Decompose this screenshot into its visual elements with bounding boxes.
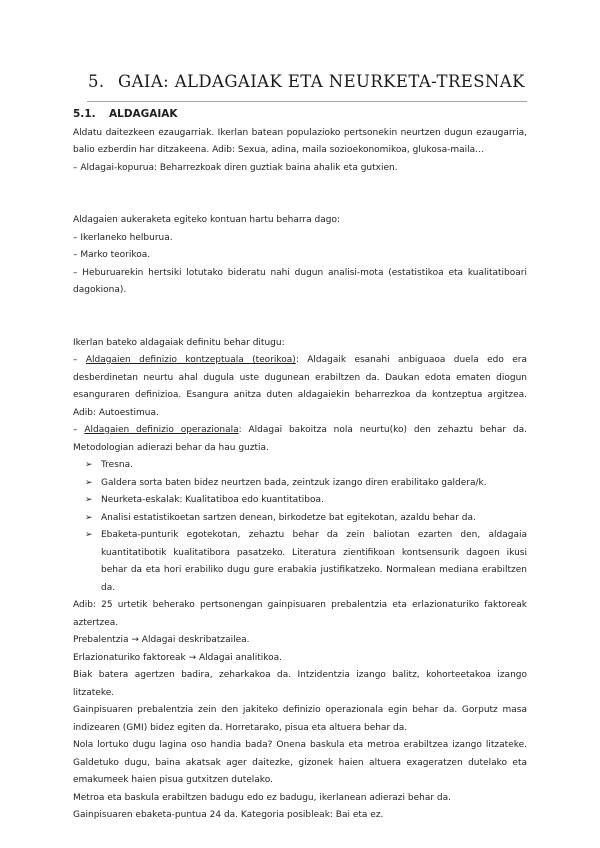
section-title: ALDAGAIAK [109,108,178,120]
list-item: ➢ Ebaketa-punturik egotekotan, zehaztu behar da zein baliotan ezarten den, aldagaia kuantitatibotik kualitatibora pasatzeko. Literatura zientifikoan kontsensurik dagoen ikusi behar da eta hori erabiliko dugu gure erabakia justifikatzeko. Normalean mediana erabiltzen da. [85,527,527,597]
heading-divider [87,101,527,102]
conceptual-text: : Aldagaik esanahi anbiguaoa duela edo era desberdinetan neurtu ahal dugula uste dugunean erabiltzen da. Daukan edota ematen diogun esanguraren definizioa. Esangura anitza duten aldagaiekin beharrezkoa da kontzeptua argitzea. Adib: Autoestimua. [73,355,527,418]
chapter-heading [88,72,525,91]
selection-item: – Marko teorikoa. [73,250,151,260]
conceptual-definition [73,352,527,422]
selection-item: – Ikerlaneko helburua. [73,232,173,243]
conceptual-term: Aldagaien definizio kontzeptuala (teorikoa) [85,355,296,365]
intro-variable-count: – Aldagai-kopurua: Beharrezkoak diren guztiak baina ahalik eta gutxien. [73,162,398,173]
example-line: Metroa eta baskula erabiltzen badugu edo ez badugu, ikerlanean adierazi behar da. [73,792,452,803]
example-line: Adib: 25 urtetik beherako pertsonengan gainpisuaren prebalentzia eta erlazionaturiko faktoreak aztertzea. [73,600,527,628]
operational-bullet-list [73,457,527,597]
arrow-bullet-icon: ➢ [85,460,93,470]
list-item: ➢ Neurketa-eskalak: Kualitatiboa edo kuantitatiboa. [85,492,527,510]
operational-definition [73,422,527,457]
definition-lead: Ikerlan bateko aldagaiak definitu behar ditugu: [73,337,285,348]
selection-item: – Heburuarekin hertsiki lotutako bideratu nahi dugun analisi-mota (estatistikoa eta kualitatiboari dagokiona). [73,267,527,295]
list-item: ➢ Tresna. [85,457,527,475]
chapter-number: 5. [88,72,105,91]
arrow-bullet-icon: ➢ [85,530,93,540]
dash: – [73,355,86,365]
document-body [73,106,527,825]
list-item: ➢ Galdera sorta baten bidez neurtzen bada, zeintzuk izango diren erabilitako galdera/k. [85,475,527,493]
example-line: Gainpisuaren prebalentzia zein den jakiteko definizio operazionala egin behar da. Gorputz masa indizearen (GMI) bidez egiten da. Horretarako, pisua eta altuera behar da. [73,705,527,733]
arrow-bullet-icon: ➢ [85,512,93,523]
example-line: Erlazionaturiko faktoreak → Aldagai analitikoa. [73,652,283,663]
example-line: Gainpisuaren ebaketa-puntua 24 da. Kategoria posibleak: Bai eta ez. [73,810,384,820]
example-line: Nola lortuko dugu lagina oso handia bada? Onena baskula eta metroa erabiltzea izango litzateke. Galdetuko dugu, baina akatsak ager daitezke, gizonek haien altuera exageratzen dutelako eta emakumeek haien pisua gutxitzen dutelako. [73,740,527,785]
intro-paragraph: Aldatu daitezkeen ezaugarriak. Ikerlan batean populazioko pertsonekin neurtzen dugun ezaugarria, balio ezberdin har ditzakeena. Adib: Sexua, adina, maila sozioekonomikoa, glukosa-maila… [73,127,527,155]
example-line: Biak batera agertzen badira, zeharkakoa da. Intzidentzia izango balitz, kohorteetakoa izango litzateke. [73,670,527,698]
list-item: ➢ Analisi estatistikoetan sartzen denean, birkodetze bat egitekotan, azaldu behar da. [85,510,527,528]
section-heading [73,106,527,124]
operational-term: Aldagaien definizio operazionala [84,425,239,435]
dash: – [73,425,85,435]
operational-text: : Aldagai bakoitza nola neurtu(ko) den zehaztu behar da. Metodologian adierazi behar da hau guztia. [73,425,527,453]
section-number: 5.1. [73,108,96,120]
selection-lead: Aldagaien aukeraketa egiteko kontuan hartu beharra dago: [73,215,340,225]
arrow-bullet-icon: ➢ [85,477,93,488]
example-line: Prebalentzia → Aldagai deskribatzailea. [73,635,250,645]
chapter-title: GAIA: ALDAGAIAK ETA NEURKETA-TRESNAK [118,72,525,91]
arrow-bullet-icon: ➢ [85,495,93,505]
